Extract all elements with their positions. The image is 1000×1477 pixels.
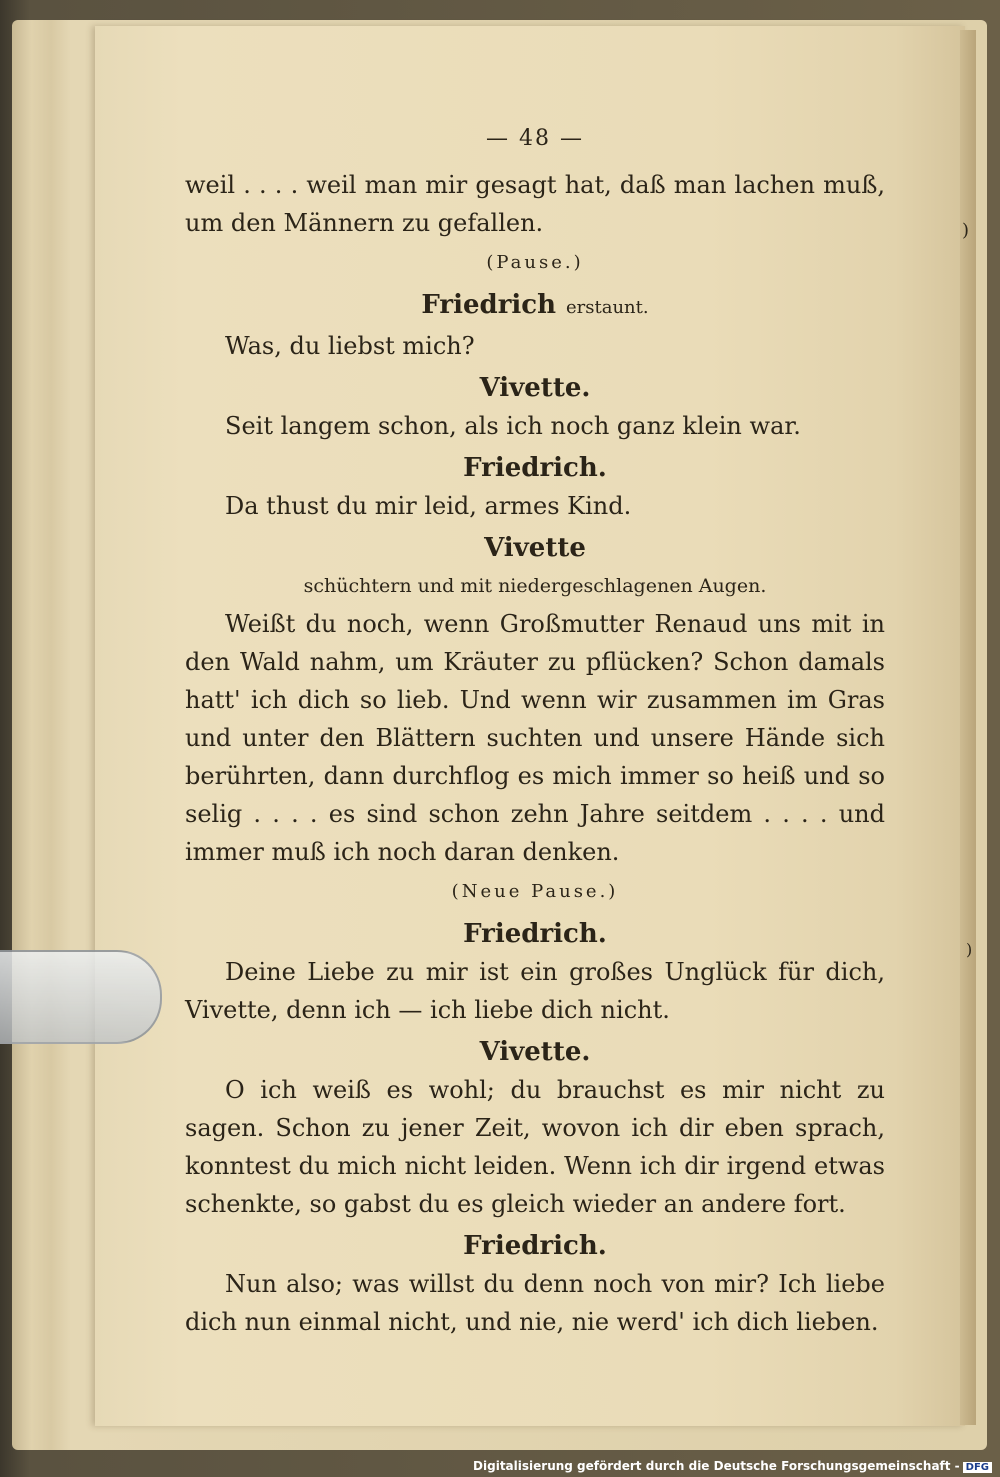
footer-text: Digitalisierung gefördert durch die Deutsche Forschungsgemeinschaft - bbox=[473, 1459, 960, 1473]
speaker-label: Friedrich bbox=[421, 290, 556, 320]
binding-thread-top: ) bbox=[962, 220, 970, 241]
dialogue-paragraph: Was, du liebst mich? bbox=[225, 332, 475, 360]
dfg-logo: DFG bbox=[963, 1462, 992, 1473]
dialogue-paragraph: O ich weiß es wohl; du brauchst es mir nicht zu sagen. Schon zu jener Zeit, wovon ich dir eben sprach, konntest du mich nicht leiden. Wenn ich dir irgend etwas schenkte, so gabst du es gleich wieder an andere fort. bbox=[185, 1076, 885, 1218]
page-text bbox=[185, 120, 885, 1341]
stage-direction: (Neue Pause.) bbox=[451, 881, 619, 902]
stage-direction: (Pause.) bbox=[486, 252, 584, 273]
speaker-label: Friedrich. bbox=[463, 919, 607, 949]
speaker-label: Vivette. bbox=[479, 1037, 591, 1067]
page-number: — 48 — bbox=[486, 126, 584, 151]
footer-credit bbox=[473, 1459, 992, 1473]
speaker-name bbox=[185, 1227, 885, 1265]
binding-thread-bottom: ) bbox=[966, 940, 973, 959]
speaker-name bbox=[185, 1033, 885, 1071]
dialogue-paragraph: Nun also; was willst du denn noch von mir? Ich liebe dich nun einmal nicht, und nie, nie werd' ich dich lieben. bbox=[185, 1270, 885, 1336]
speaker-label: Vivette bbox=[484, 533, 586, 563]
speaker-name bbox=[185, 915, 885, 953]
page-clip bbox=[0, 950, 162, 1044]
speaker-name bbox=[185, 369, 885, 407]
text-blocks bbox=[185, 166, 885, 1341]
dialogue-paragraph: Da thust du mir leid, armes Kind. bbox=[225, 492, 632, 520]
acting-direction: schüchtern und mit niedergeschlagenen Augen. bbox=[303, 575, 767, 597]
speaker-label: Friedrich. bbox=[463, 1231, 607, 1261]
dialogue-paragraph: Weißt du noch, wenn Großmutter Renaud uns mit in den Wald nahm, um Kräuter zu pflücken? Schon damals hatt' ich dich so lieb. Und wenn wir zusammen im Gras und unter den Blättern suchten und unsere Hände sich berührten, dann durchflog es mich immer so heiß und so selig . . . . es sind schon zehn Jahre seitdem . . . . und immer muß ich noch daran denken. bbox=[185, 610, 885, 866]
dialogue-paragraph: weil . . . . weil man mir gesagt hat, daß man lachen muß, um den Männern zu gefallen. bbox=[185, 171, 885, 237]
dialogue-paragraph: Deine Liebe zu mir ist ein großes Unglück für dich, Vivette, denn ich — ich liebe dich nicht. bbox=[185, 958, 885, 1024]
speaker-name bbox=[185, 286, 885, 327]
speaker-name bbox=[185, 529, 885, 567]
speaker-label: Vivette. bbox=[479, 373, 591, 403]
dialogue-paragraph: Seit langem schon, als ich noch ganz klein war. bbox=[225, 412, 801, 440]
speaker-direction: erstaunt. bbox=[566, 297, 649, 318]
speaker-name bbox=[185, 449, 885, 487]
speaker-label: Friedrich. bbox=[463, 453, 607, 483]
